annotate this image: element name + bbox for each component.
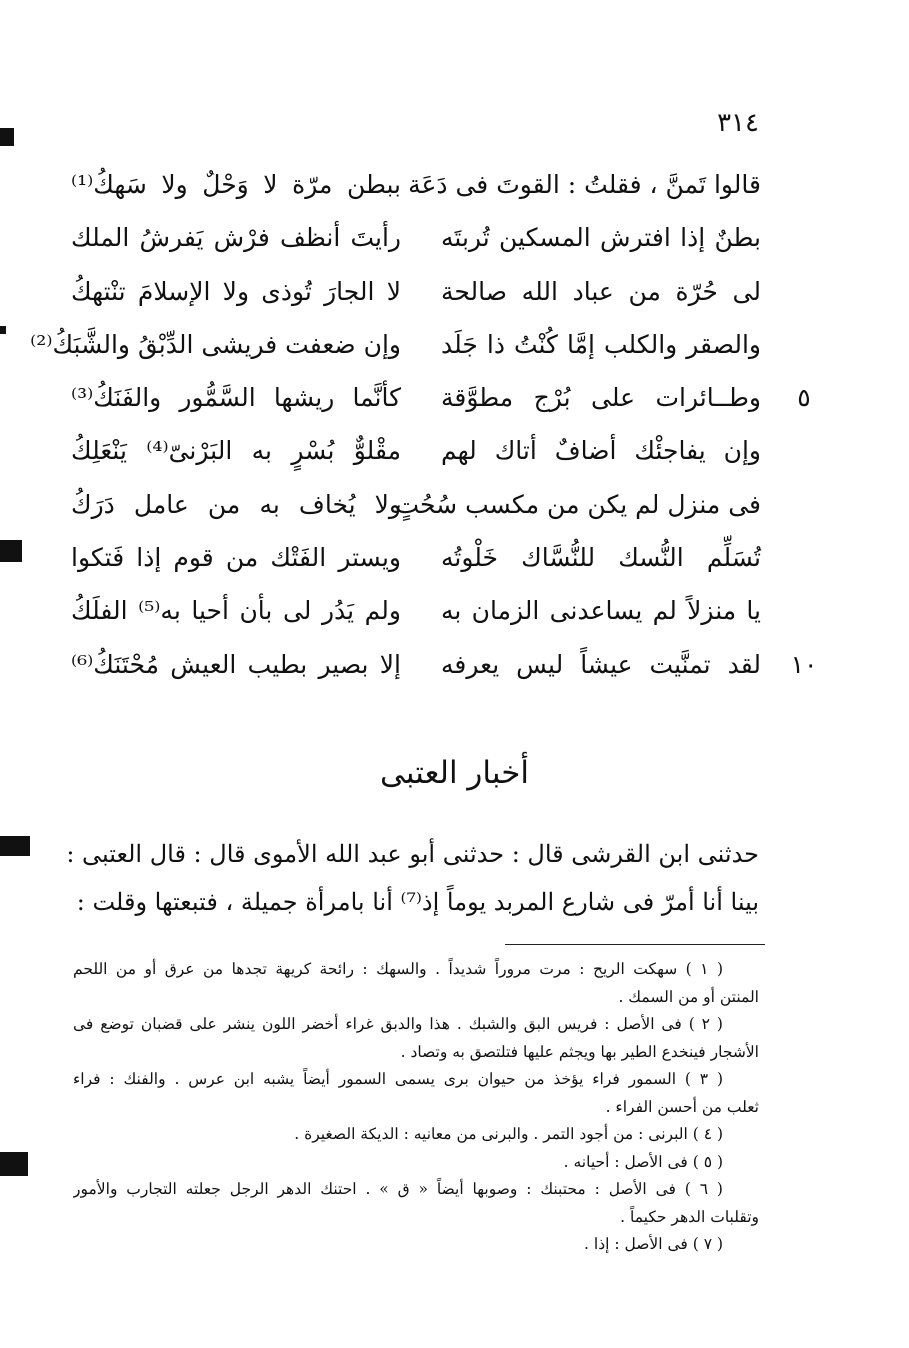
line-number: ٥: [797, 383, 811, 413]
verse-second-hemistich: لا الجارَ تُوذى ولا الإسلامَ تنْتهكُ: [71, 276, 401, 306]
footnote-line: ( ٣ ) السمور فراء يؤخذ من حيوان برى يسمى السمور أيضاً يشبه ابن عرس . والفنك : فراء: [73, 1070, 723, 1088]
verse-first-hemistich: قالوا تَمنَّ ، فقلتُ : القوتَ فى دَعَة: [408, 170, 761, 199]
footnote-line: ثعلب من أحسن الفراء .: [605, 1097, 759, 1116]
verse-second-hemistich: وإن ضعفت فريشى الدِّبْقُ والشَّبَكُ⁽²⁾: [30, 329, 401, 359]
scan-edge-mark: [0, 836, 30, 856]
footnote-line: ( ٥ ) فى الأصل : أحيانه .: [563, 1152, 723, 1171]
scan-edge-mark: [0, 1152, 28, 1176]
page-number: ٣١٤: [717, 108, 759, 138]
verse-first-hemistich: وطــائرات على بُرْج مطوَّقة: [441, 383, 761, 413]
footnote-line: المنتن أو من السمك .: [618, 987, 759, 1006]
footnote-line: ( ٦ ) فى الأصل : محتبنك : وصوبها أيضاً « ق » . احتنك الدهر الرجل جعلته التجارب والأمور: [73, 1180, 723, 1198]
scan-edge-mark: [0, 540, 22, 562]
section-title: أخبار العتبى: [380, 755, 529, 791]
verse-row: [71, 211, 761, 264]
scan-edge-mark: [0, 128, 14, 146]
verse-second-hemistich: رأيتَ أنظف فرْش يَفرشُ الملك: [71, 223, 401, 253]
verse-row: [71, 478, 761, 531]
verse-first-hemistich: والصقر والكلب إمَّا كُنْتُ ذا جَلَد: [441, 329, 761, 359]
footnote-line: الأشجار فينخدع الطير بها ويجثم عليها فتلتصق به وتصاد .: [400, 1042, 759, 1061]
line-number: ١٠: [790, 649, 818, 679]
scan-edge-mark: [0, 326, 6, 334]
verse-first-hemistich: لقد تمنَّيت عيشاً ليس يعرفه: [441, 649, 761, 679]
verse-first-hemistich: وإن يفاجئْك أضافٌ أتاك لهم: [441, 436, 761, 466]
verse-first-hemistich: لى حُرّة من عباد الله صالحة: [441, 276, 761, 306]
verse-second-hemistich: ولا يُخاف به من عامل دَرَكُ: [71, 489, 401, 519]
prose-line: بينا أنا أمرّ فى شارع المربد يوماً إذ⁽⁷⁾ أنا بامرأة جميلة ، فتبعتها وقلت :: [76, 888, 759, 916]
footnotes: [73, 956, 759, 1259]
prose-line: حدثنى ابن القرشى قال : حدثنى أبو عبد الله الأموى قال : قال العتبى :: [66, 840, 759, 868]
verse-first-hemistich: بطنٌ إذا افترش المسكين تُربتَه: [441, 223, 761, 253]
verse-second-hemistich: ولم يَدُر لى بأن أحيا به⁽⁵⁾ الفلَكُ: [71, 596, 401, 626]
verse-row: [71, 584, 761, 637]
verse-row: [71, 265, 761, 318]
footnote-line: ( ٧ ) فى الأصل : إذا .: [584, 1235, 723, 1253]
verse-row: [71, 531, 761, 584]
footnote-line: ( ٤ ) البرنى : من أجود التمر . والبرنى من معانيه : الديكة الصغيرة .: [294, 1125, 723, 1143]
verse-second-hemistich: مقْلوٌّ بُسْرٍ به البَرْنىّ⁽⁴⁾ يَنْعَلِكُ: [71, 436, 401, 466]
prose-paragraph: [66, 830, 759, 926]
verse-second-hemistich: ويستر الفَتْك من قوم إذا فَتكوا: [71, 543, 401, 573]
verse-first-hemistich: فى منزل لم يكن من مكسب سُحُتٍ: [395, 489, 761, 519]
poem: [30, 158, 818, 691]
verse-second-hemistich: كأنَّما ريشها السَّمُّور والفَنَكُ⁽³⁾: [71, 383, 401, 413]
verse-first-hemistich: يا منزلاً لم يساعدنى الزمان به: [441, 596, 761, 626]
verse-row: [30, 318, 761, 371]
verse-first-hemistich: تُسَلِّم النُّسك للنُّسَّاك خَلْوتُه: [441, 543, 761, 573]
footnote-line: ( ١ ) سهكت الريح : مرت مروراً شديداً . والسهك : رائحة كريهة تجدها من عرق أو من اللحم: [73, 960, 723, 978]
verse-row: [71, 424, 761, 477]
footnote-line: وتقلبات الدهر حكيماً .: [620, 1207, 759, 1226]
footnote-line: ( ٢ ) فى الأصل : فريس البق والشبك . هذا والدبق غراء أخضر اللون ينشر على قضبان توضع فى: [73, 1015, 723, 1033]
verse-row: [71, 158, 761, 211]
verse-second-hemistich: إلا بصير بطيب العيش مُحْتَنَكُ⁽⁶⁾: [71, 649, 401, 679]
verse-row: [71, 371, 811, 424]
verse-row: [71, 638, 818, 691]
footnote-divider: [505, 944, 765, 945]
verse-second-hemistich: ببطن مرّة لا وَحْلٌ ولا سَهكُ⁽¹⁾: [71, 170, 401, 199]
